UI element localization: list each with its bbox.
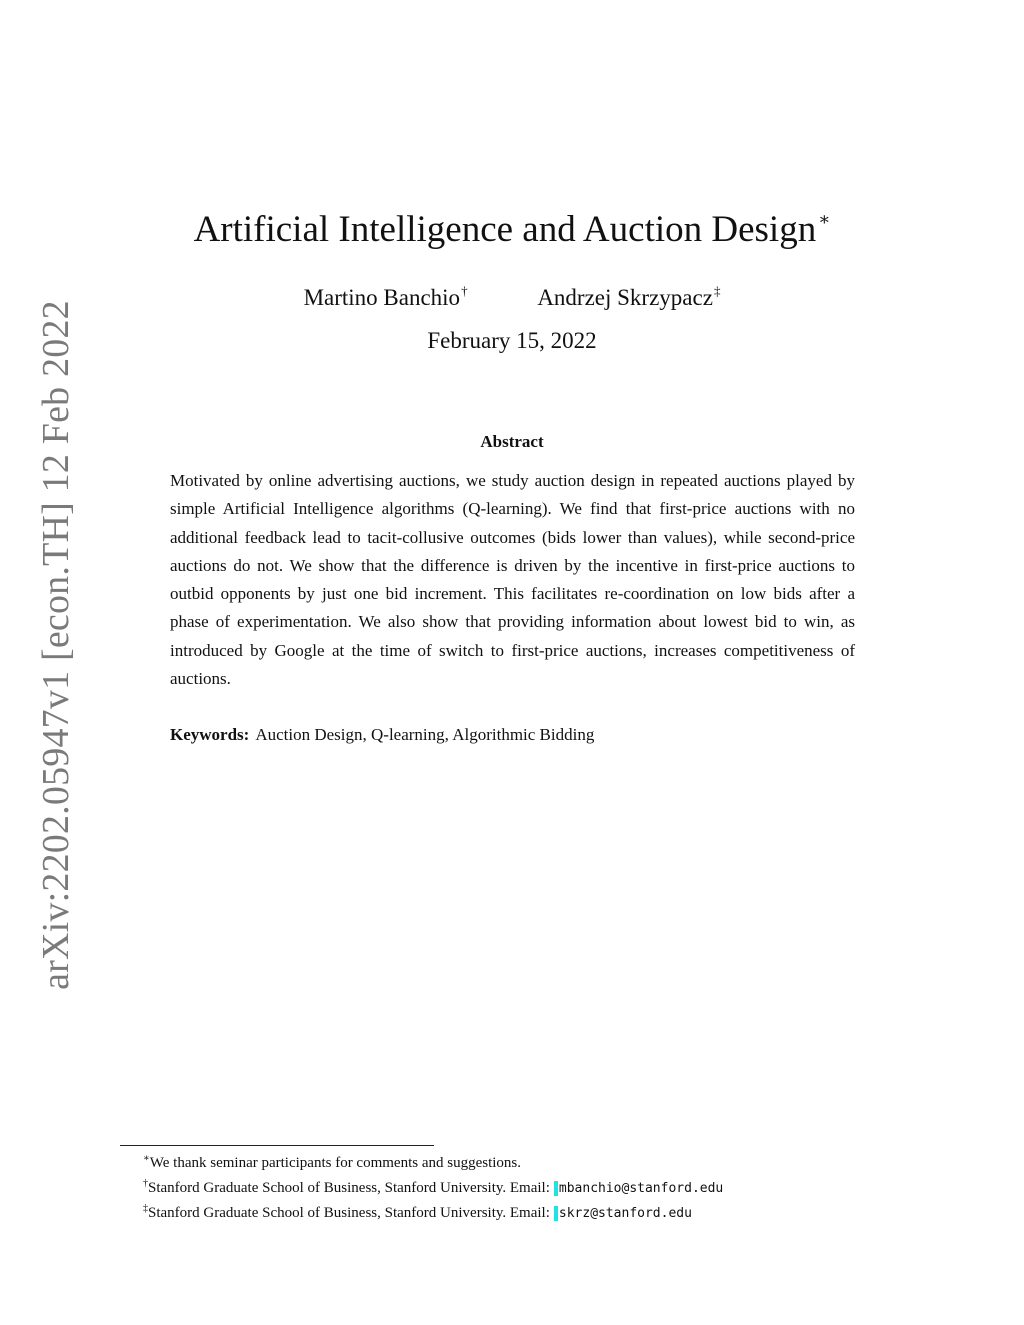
footnote (143, 1174, 923, 1200)
author-list (0, 276, 1024, 313)
footnote-mark: ‡ (143, 1203, 148, 1214)
footnote-divider (120, 1145, 434, 1146)
author (304, 276, 468, 313)
keywords-label: Keywords: (170, 725, 250, 744)
title-footnote-mark: ∗ (818, 209, 831, 229)
abstract-heading: Abstract (480, 432, 544, 451)
footnote-mark: † (143, 1177, 148, 1189)
paper-title (0, 196, 1024, 253)
author-name: Andrzej Skrzypacz (537, 285, 713, 310)
footnote (143, 1199, 923, 1225)
keywords (170, 722, 855, 748)
paper-title-text: Artificial Intelligence and Auction Design (193, 209, 817, 250)
footnote (143, 1149, 923, 1174)
publication-date: February 15, 2022 (427, 328, 597, 353)
email-link[interactable]: mbanchio@stanford.edu (554, 1181, 723, 1196)
arxiv-identifier: arXiv:2202.05947v1 [econ.TH] 12 Feb 2022 (35, 300, 77, 990)
abstract-text: Motivated by online advertising auctions, we study auction design in repeated auctions played by simple Artificial Intelligence algorithms (Q-learning). We find that first-price auctions with no additional feedback lead to tacit-collusive outcomes (bids lower than values), while second-price auctions do not. We show that the difference is driven by the incentive in first-price auctions to outbid opponents by just one bid increment. This facilitates re-coordination on low bids after a phase of experimentation. We also show that providing information about lowest bid to win, as introduced by Google at the time of switch to first-price auctions, increases competitiveness of auctions. (170, 471, 855, 689)
author-footnote-mark: † (461, 283, 468, 298)
footnote-text: We thank seminar participants for comments and suggestions. (149, 1155, 522, 1171)
footnote-mark: ∗ (143, 1153, 150, 1164)
keywords-text: Auction Design, Q-learning, Algorithmic Bidding (255, 725, 595, 744)
footnote-text: Stanford Graduate School of Business, Stanford University. Email: (148, 1205, 550, 1221)
author-footnote-mark: ‡ (713, 283, 721, 298)
footnote-text: Stanford Graduate School of Business, Stanford University. Email: (148, 1179, 550, 1196)
author-name: Martino Banchio (303, 285, 461, 310)
author (537, 276, 720, 313)
email-link[interactable]: skrz@stanford.edu (554, 1206, 692, 1221)
footnotes (143, 1149, 923, 1225)
